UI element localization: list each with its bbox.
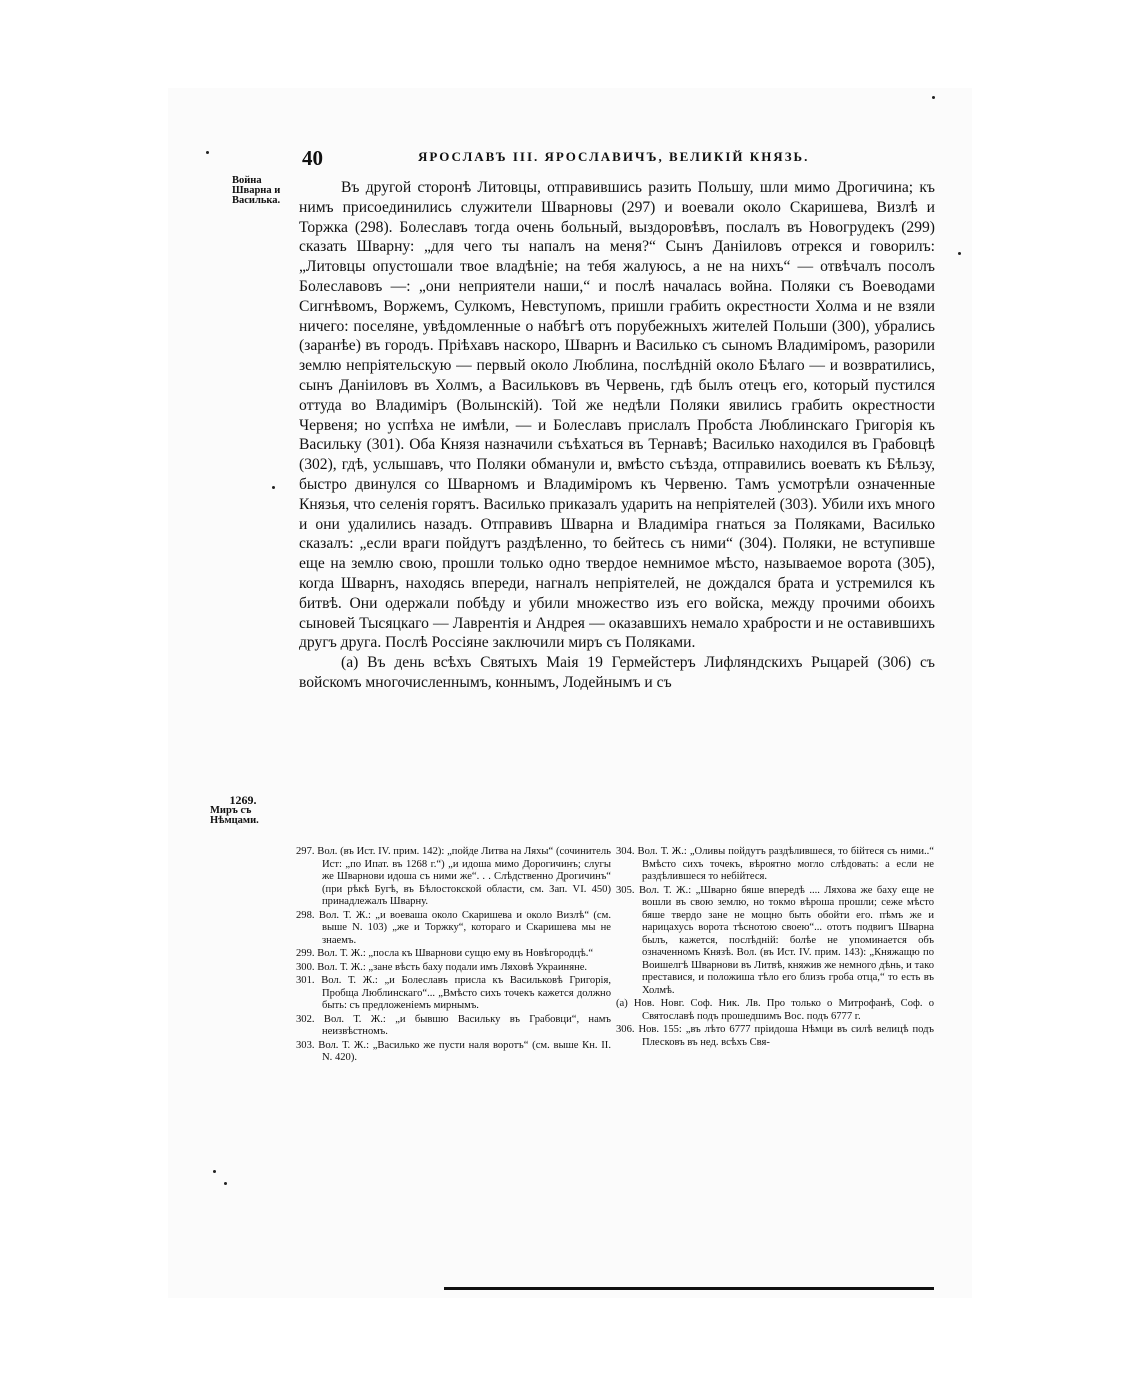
running-head: ЯРОСЛАВЪ III. ЯРОСЛАВИЧЪ, ВЕЛИКІЙ КНЯЗЬ.	[418, 149, 810, 164]
footnote: 305. Вол. Т. Ж.: „Шварно бяше впередѣ .... Ляхова же баху еще не вошли въ свою землю, но токмо вѣроша прошли; сеже мѣсто бяше твердо зане не мощно быть обойти его. пѣмъ же и нарицахусь ворота тѣснотою своею“... ототъ подвигъ Шварна былъ, кажется, послѣдній: болѣе не упоминается объ означенномъ Князѣ. Вол. (въ Ист. IV. прим. 143): „Княжащю по Воишелгѣ Шварнови въ Литвѣ, княжив же немного дѣнь, и тако преставися, и положиша тѣло его близъ гроба отца,“ то есть въ Холмѣ.	[616, 884, 934, 996]
margin-note-year: 1269.	[229, 793, 257, 807]
footnote: 300. Вол. Т. Ж.: „зане вѣсть баху подали имъ Ляховѣ Украиняне.	[296, 961, 588, 973]
margin-note-peace	[210, 795, 276, 826]
scan-speck	[224, 1182, 227, 1185]
footnote: 298. Вол. Т. Ж.: „и воеваша около Скаришева и около Визлѣ“ (см. выше N. 103) „же и Торжку“, котораго и Скаришева мы не знаемъ.	[296, 909, 611, 946]
scan-speck	[932, 96, 935, 99]
scan-speck	[206, 151, 209, 154]
bottom-rule	[444, 1287, 934, 1290]
margin-note-war: Война Шварна и Василька.	[232, 175, 281, 206]
scan-speck	[958, 252, 961, 255]
footnotes-right	[616, 846, 934, 1050]
footnote: 304. Вол. Т. Ж.: „Оливы пойдутъ раздѣлившеся, то бійтеся съ ними..“ Вмѣсто сихъ точекъ, вѣроятно могло слѣдовать: а если не раздѣлившеся то небійтеся.	[616, 846, 934, 882]
footnote: 302. Вол. Т. Ж.: „и бывшю Васильку въ Грабовци“, намъ неизвѣстномъ.	[296, 1013, 611, 1037]
footnote: 299. Вол. Т. Ж.: „посла къ Шварнови сущю ему въ Новѣгородцѣ.“	[296, 948, 594, 959]
main-text	[299, 178, 935, 693]
footnote: 306. Нов. 155: „въ лѣто 6777 пріидоша Нѣмци въ силѣ велицѣ подъ Плесковъ въ нед. всѣхъ Свя-	[616, 1024, 934, 1048]
margin-note-peace-text: Миръ съ Нѣмцами.	[210, 805, 259, 826]
footnote: 303. Вол. Т. Ж.: „Василько же пусти наля воротъ“ (см. выше Кн. II. N. 420).	[296, 1039, 611, 1063]
paragraph: (а) Въ день всѣхъ Святыхъ Маія 19 Гермейстеръ Лифляндскихъ Рыцарей (306) съ войскомъ многочисленнымъ, коннымъ, Лодейнымъ и съ	[299, 654, 935, 691]
footnote: 301. Вол. Т. Ж.: „и Болеславъ присла къ Васильковѣ Григорія, Пробща Люблинскаго“... „Вмѣсто сихъ точекъ кажется должно быть: съ предложеніемъ мирнымъ.	[296, 975, 611, 1011]
footnotes-left	[296, 846, 611, 1066]
paragraph: Въ другой сторонѣ Литовцы, отправившись разить Польшу, шли мимо Дрогичина; къ нимъ присоединились служители Шварновы (297) и воевали около Скаришева, Визлѣ и Торжка (298). Болеславъ тогда очень больный, выздоровѣвъ, послалъ въ Новогрудекъ (299) сказать Шварну: „для чего ты напалъ на меня?“ Сынъ Даніиловъ отрекся и говорилъ: „Литовцы опустошали твое владѣніе; на тебя жалуюсь, а не на нихъ“ — отвѣчалъ посолъ Болеславовъ —: „они неприятели наши,“ и послѣ началась война. Поляки съ Воеводами Сигнѣвомъ, Воржемъ, Сулкомъ, Невступомъ, пришли грабить окрестности Холма и не взяли ничего: поселяне, увѣдомленные о набѣгѣ отъ порубежныхъ жителей Польши (300), убрались (заранѣе) въ городъ. Пріѣхавъ наскоро, Шварнъ и Василько съ сыномъ Владиміромъ, разорили землю непріятельскую — первый около Люблина, послѣдній около Бѣлаго — и возвратились, сынъ Даніиловъ въ Холмъ, а Васильковъ въ Червень, гдѣ былъ отецъ его, который пустился оттуда во Владиміръ (Волынскій). Той же недѣли Поляки явились грабить окрестности Червеня; но успѣха не имѣли, — и Болеславъ прислалъ Пробста Люблинскаго Григорія къ Васильку (301). Оба Князя назначили съѣхаться въ Тернавѣ; Василько находился въ Грабовцѣ (302), гдѣ, услышавъ, что Поляки обманули и, вмѣсто съѣзда, отправились воевать къ Бѣльзу, быстро двинулся со Шварномъ и Владиміромъ къ Червеню. Тамъ усмотрѣли означенные Князья, что селенія горятъ. Василько приказалъ ударить на непріятелей (303). Убили ихъ много и они удалились назадъ. Отправивъ Шварна и Владиміра гнаться за Поляками, Василько сказалъ: „если враги пойдутъ раздѣленно, то бейтесь съ ними“ (304). Поляки, не вступивше еще на землю свою, прошли только одно твердое немнимое мѣсто, называемое ворота (305), когда Шварнъ, находясь впереди, нагналъ непріятелей, не дождался брата и устремился къ битвѣ. Они одержали побѣду и убили множество изъ его войска, между прочими обоихъ сыновей Тысяцкаго — Лаврентія и Андрея — оказавшихъ немало храбрости и не оставившихъ другъ друга. Послѣ Россіяне заключили миръ съ Поляками.	[299, 179, 935, 652]
footnote: 297. Вол. (въ Ист. IV. прим. 142): „пойде Литва на Ляхы“ (сочинитель Ист: „по Ипат. въ 1268 г.“) „и идоша мимо Дорогичинъ; слугы же Шварнови идоша съ ними же“. . . Слѣдственно Дрогичинъ“ (при рѣкѣ Бугѣ, въ Бѣлостокской области, см. Зап. VI. 450) принадлежалъ Шварну.	[296, 846, 611, 907]
scan-speck	[213, 1170, 216, 1173]
page-number: 40	[302, 146, 323, 170]
scan-speck	[272, 486, 275, 489]
footnote: (а) Нов. Новг. Соф. Ник. Лв. Про только о Митрофанѣ, Соф. о Святославѣ подъ прошедшимъ Вос. подъ 6777 г.	[616, 998, 934, 1022]
